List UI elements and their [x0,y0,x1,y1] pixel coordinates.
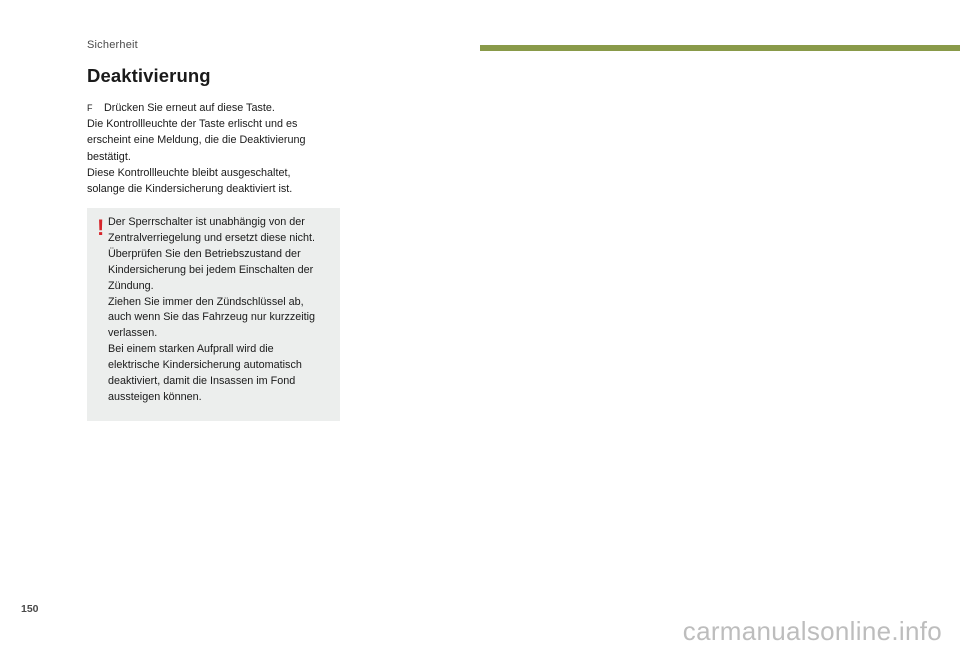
body-text [87,100,347,197]
warning-line: Zündung. [108,279,154,292]
section-label: Sicherheit [87,39,138,51]
body-line-text: Drücken Sie erneut auf diese Taste. [104,102,275,114]
warning-line: Der Sperrschalter ist unabhängig von der [108,216,305,228]
body-line: Die Kontrollleuchte der Taste erlischt und es [87,118,298,131]
warning-line: Kindersicherung bei jedem Einschalten der [108,263,314,276]
body-line: bestätigt. [87,150,131,163]
watermark-text: carmanualsonline.info [682,616,942,646]
page-number: 150 [21,603,39,615]
page-heading: Deaktivierung [87,65,211,86]
header-accent-bar [480,45,960,51]
body-line-bullet [87,100,347,116]
warning-line: Zentralverriegelung und ersetzt diese nicht. [108,231,316,244]
warning-line: Überprüfen Sie den Betriebszustand der [108,247,301,260]
warning-exclamation-icon: ! [97,215,105,240]
warning-line: auch wenn Sie das Fahrzeug nur kurzzeitig [108,311,316,324]
warning-text [108,215,338,406]
warning-line: deaktiviert, damit die Insassen im Fond [108,375,296,388]
bullet-icon: F [87,103,93,113]
body-line: Diese Kontrollleuchte bleibt ausgeschaltet, [87,166,291,179]
warning-line: aussteigen können. [108,390,202,403]
body-line: erscheint eine Meldung, die die Deaktivierung [87,134,306,147]
warning-box [87,208,340,421]
warning-line: Bei einem starken Aufprall wird die [108,343,274,356]
warning-line: elektrische Kindersicherung automatisch [108,359,302,372]
warning-line: verlassen. [108,327,158,340]
body-line: solange die Kindersicherung deaktiviert ist. [87,183,293,196]
warning-line: Ziehen Sie immer den Zündschlüssel ab, [108,295,304,308]
